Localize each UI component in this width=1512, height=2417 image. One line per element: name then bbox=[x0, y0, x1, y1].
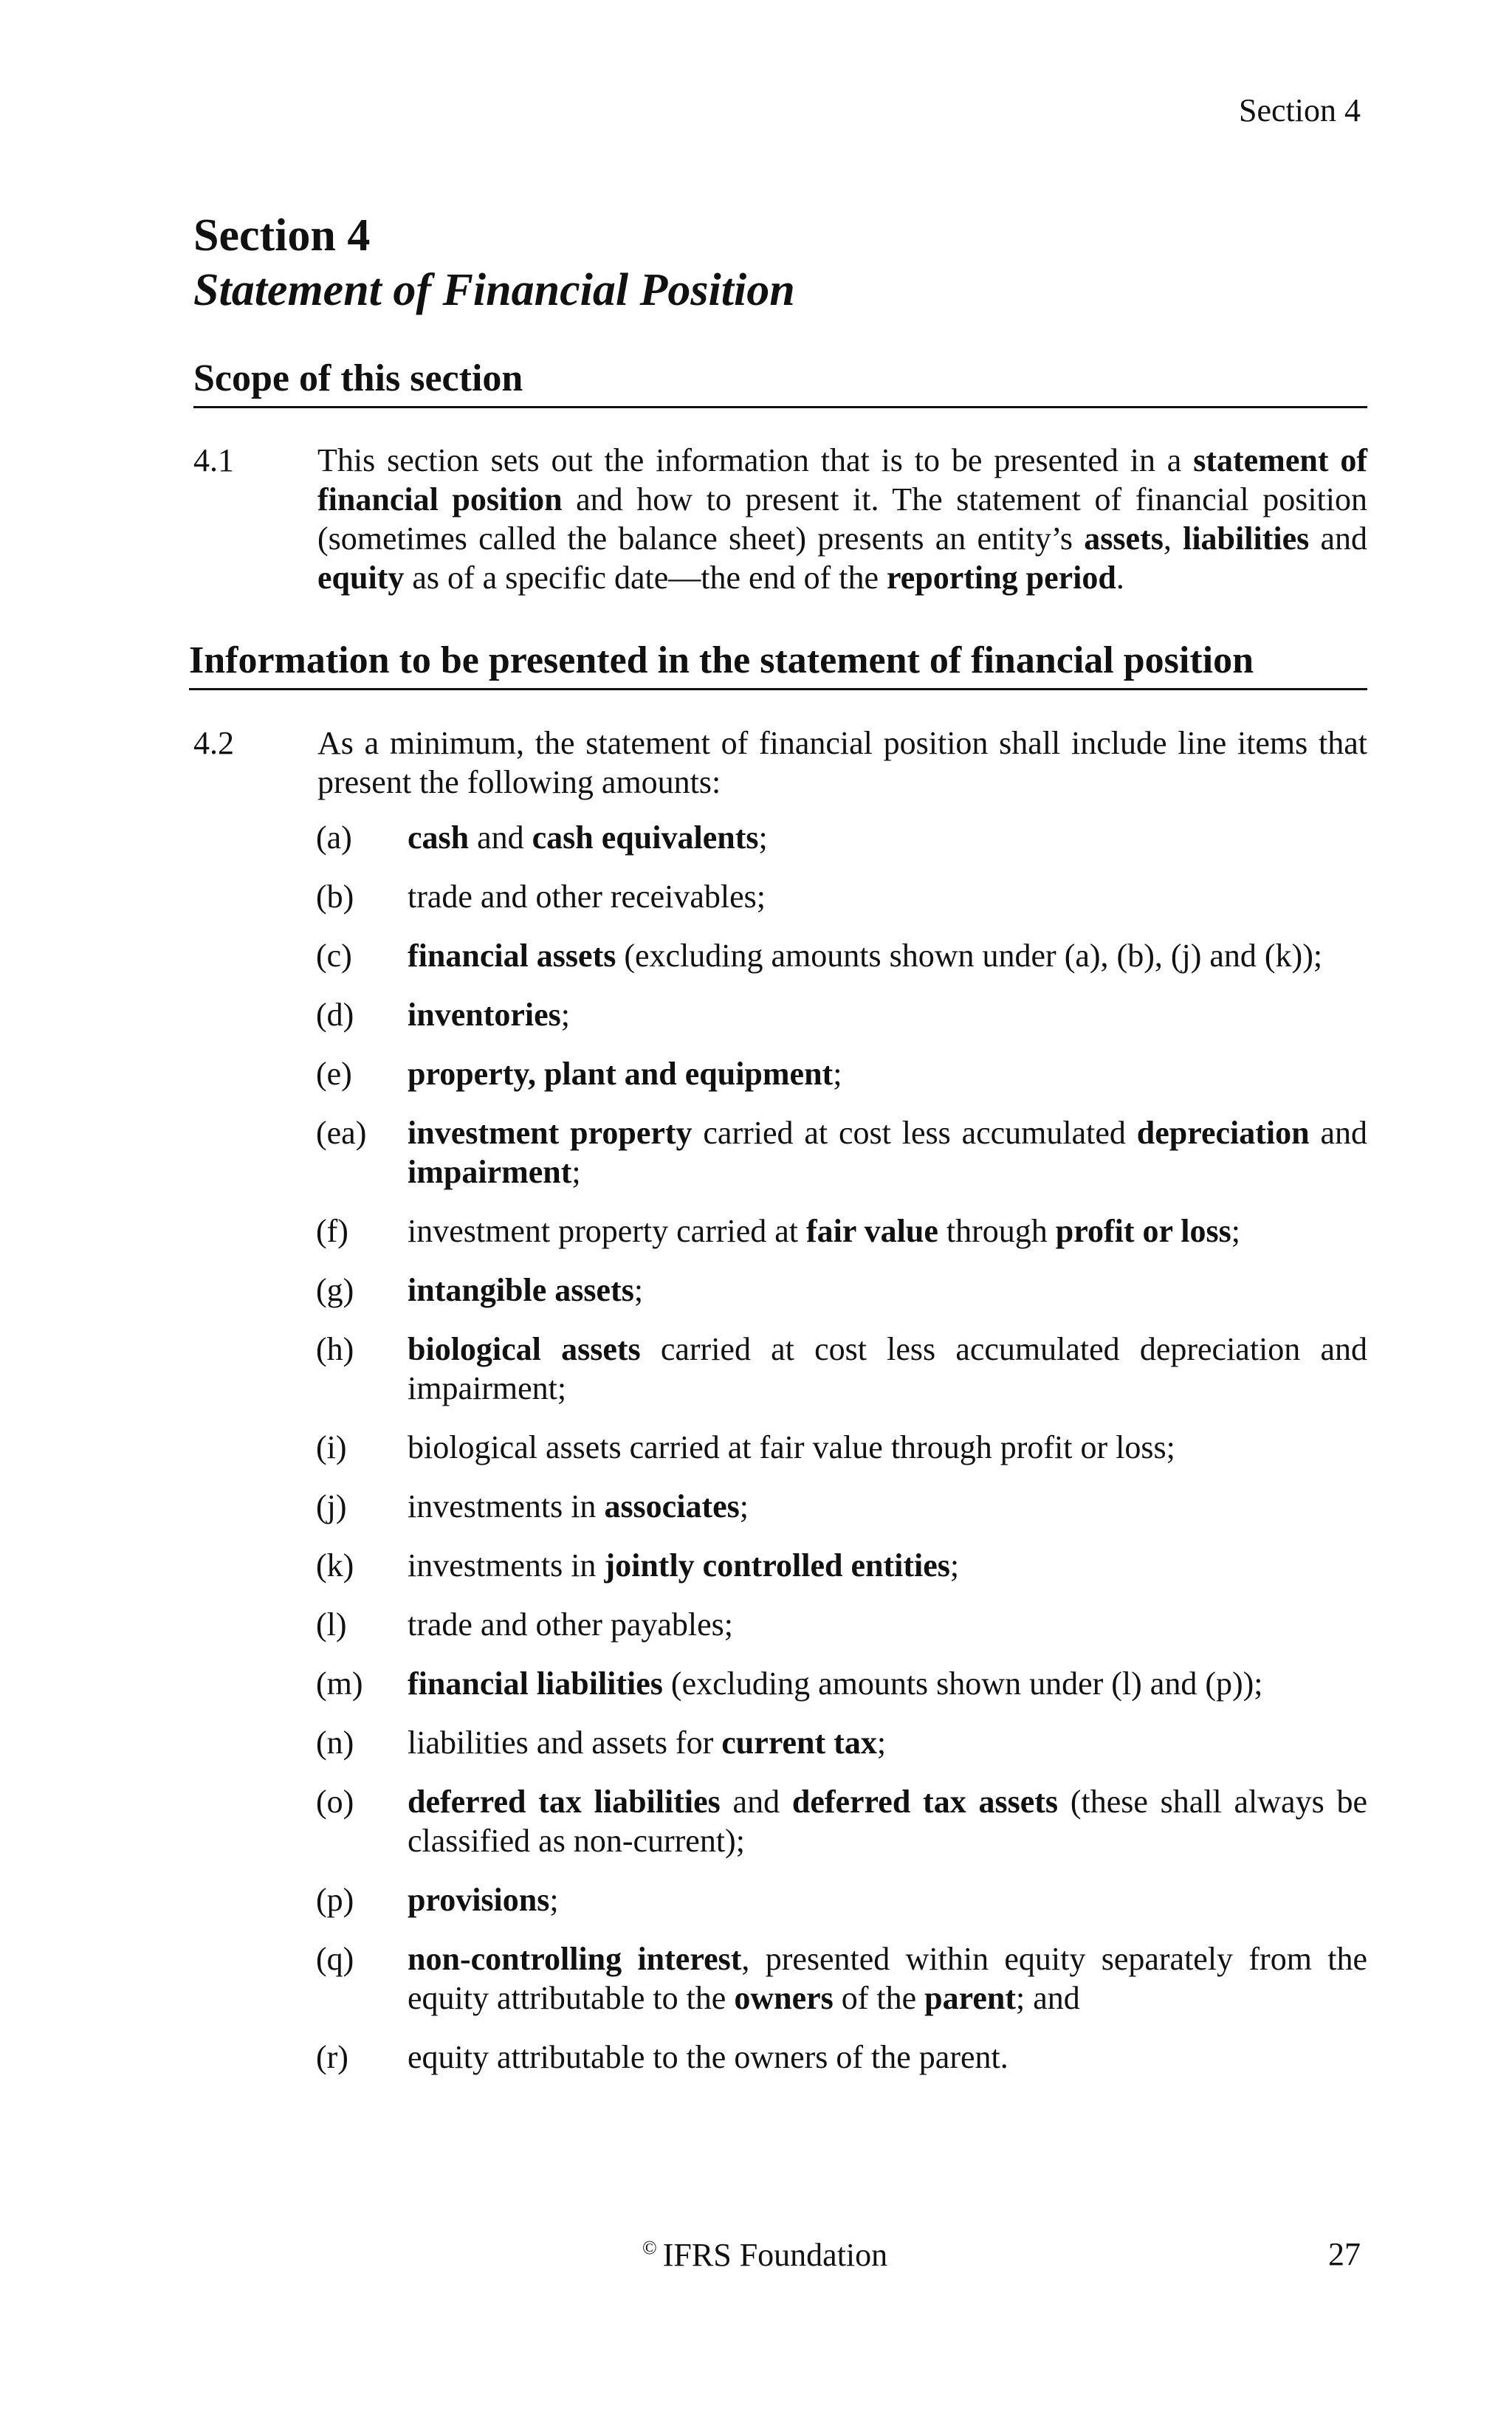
text-run: and bbox=[1309, 520, 1368, 557]
heading-scope: Scope of this section bbox=[193, 356, 1367, 408]
text-run: ; bbox=[758, 819, 768, 856]
text-run: (these shall always be classified as non-current); bbox=[408, 1784, 1367, 1859]
bold-term: parent bbox=[924, 1980, 1017, 2016]
text-run: (excluding amounts shown under (l) and (p)); bbox=[662, 1665, 1263, 1702]
bold-term: associates bbox=[604, 1488, 740, 1524]
list-item bbox=[316, 877, 1367, 916]
section-number: Section 4 bbox=[193, 210, 371, 261]
list-item-label: (j) bbox=[316, 1488, 347, 1524]
paragraph-intro: As a minimum, the statement of financial position shall include line items that present the following amounts: bbox=[317, 725, 1367, 800]
footer-owner bbox=[642, 2238, 887, 2272]
text-run: equity attributable to the owners of the parent. bbox=[408, 2039, 1008, 2075]
bold-term: depreciation bbox=[1136, 1115, 1310, 1151]
text-run: and how to present it. The statement of financial position (sometimes called the balance sheet) presents an entity’s bbox=[317, 481, 1367, 557]
section-title: Statement of Financial Position bbox=[193, 265, 795, 315]
text-run: ; bbox=[949, 1547, 960, 1584]
text-run: and bbox=[1309, 1115, 1367, 1151]
list-item bbox=[316, 995, 1367, 1034]
list-item-label: (h) bbox=[316, 1331, 354, 1367]
list-item-text bbox=[408, 1782, 1367, 1860]
list-item-text bbox=[408, 2038, 1367, 2077]
text-run: liabilities and assets for bbox=[408, 1725, 722, 1761]
bold-term: jointly controlled entities bbox=[604, 1547, 950, 1584]
bold-term: financial liabilities bbox=[408, 1665, 663, 1702]
list-item-label: (ea) bbox=[316, 1115, 367, 1151]
paragraph-4-1 bbox=[193, 441, 1367, 597]
text-run: trade and other receivables; bbox=[408, 879, 766, 915]
text-run: ; bbox=[549, 1882, 559, 1918]
list-item-text bbox=[408, 1271, 1367, 1310]
list-item bbox=[316, 818, 1367, 857]
text-run: ; bbox=[560, 997, 570, 1033]
list-item-label: (m) bbox=[316, 1665, 363, 1702]
list-item-label: (b) bbox=[316, 879, 354, 915]
text-run: of the bbox=[833, 1980, 925, 2016]
line-items-list bbox=[316, 818, 1367, 2097]
text-run: biological assets carried at fair value through profit or loss; bbox=[408, 1429, 1175, 1465]
list-item-text bbox=[408, 1487, 1367, 1526]
list-item-text bbox=[408, 1546, 1367, 1585]
list-item-label: (i) bbox=[316, 1429, 347, 1465]
list-item-label: (d) bbox=[316, 997, 354, 1033]
text-run: and bbox=[469, 819, 532, 856]
text-run: ; and bbox=[1016, 1980, 1080, 2016]
list-item bbox=[316, 1664, 1367, 1703]
list-item-label: (g) bbox=[316, 1272, 354, 1308]
bold-term: property, plant and equipment bbox=[408, 1056, 834, 1092]
list-item bbox=[316, 1113, 1367, 1192]
heading-information: Information to be presented in the statement of financial position bbox=[189, 638, 1367, 690]
bold-term: cash bbox=[408, 819, 470, 856]
list-item-text bbox=[408, 995, 1367, 1034]
list-item-label: (n) bbox=[316, 1725, 354, 1761]
bold-term: investment property bbox=[408, 1115, 693, 1151]
list-item bbox=[316, 936, 1367, 975]
list-item bbox=[316, 1428, 1367, 1467]
text-run: ; bbox=[571, 1154, 581, 1190]
text-run: ; bbox=[876, 1725, 887, 1761]
list-item-text bbox=[408, 1211, 1367, 1251]
list-item-text bbox=[408, 818, 1367, 857]
text-run: investments in bbox=[408, 1547, 605, 1584]
text-run: through bbox=[938, 1213, 1056, 1249]
text-run: investment property carried at bbox=[408, 1213, 807, 1249]
bold-term: provisions bbox=[408, 1882, 550, 1918]
list-item-text bbox=[408, 1723, 1367, 1762]
text-run: , bbox=[1163, 520, 1183, 557]
list-item bbox=[316, 1782, 1367, 1860]
bold-term: intangible assets bbox=[408, 1272, 634, 1308]
bold-term: reporting period bbox=[886, 560, 1116, 596]
bold-term: deferred tax assets bbox=[791, 1784, 1059, 1820]
running-header: Section 4 bbox=[1239, 92, 1361, 128]
text-run: carried at cost less accumulated bbox=[692, 1115, 1137, 1151]
list-item bbox=[316, 1546, 1367, 1585]
list-item-label: (k) bbox=[316, 1547, 354, 1584]
list-item-text bbox=[408, 1330, 1367, 1408]
list-item-label: (r) bbox=[316, 2039, 348, 2075]
list-item bbox=[316, 1880, 1367, 1919]
list-item-text bbox=[408, 1664, 1367, 1703]
bold-term: inventories bbox=[408, 997, 561, 1033]
text-run: ; bbox=[739, 1488, 749, 1524]
text-run: . bbox=[1116, 560, 1124, 596]
bold-term: statement of financial position bbox=[317, 442, 1367, 518]
bold-term: owners bbox=[734, 1980, 834, 2016]
list-item-label: (c) bbox=[316, 938, 352, 974]
list-item-text bbox=[408, 877, 1367, 916]
list-item-label: (q) bbox=[316, 1941, 354, 1977]
text-run: trade and other payables; bbox=[408, 1606, 734, 1643]
list-item-text bbox=[408, 936, 1367, 975]
footer-owner-name: IFRS Foundation bbox=[662, 2237, 888, 2273]
bold-term: financial assets bbox=[408, 938, 616, 974]
list-item-text bbox=[408, 1939, 1367, 2018]
copyright-symbol: © bbox=[642, 2237, 657, 2258]
bold-term: impairment bbox=[408, 1154, 572, 1190]
text-run: carried at cost less accumulated depreciation and impairment; bbox=[408, 1331, 1367, 1406]
list-item-label: (a) bbox=[316, 819, 352, 856]
text-run: ; bbox=[633, 1272, 644, 1308]
bold-term: current tax bbox=[721, 1725, 877, 1761]
text-run: ; bbox=[1231, 1213, 1240, 1249]
list-item-label: (f) bbox=[316, 1213, 348, 1249]
page-number: 27 bbox=[1328, 2236, 1361, 2272]
text-run: investments in bbox=[408, 1488, 605, 1524]
text-run: as of a specific date—the end of the bbox=[404, 560, 887, 596]
list-item bbox=[316, 1723, 1367, 1762]
list-item bbox=[316, 2038, 1367, 2077]
list-item bbox=[316, 1487, 1367, 1526]
bold-term: profit or loss bbox=[1055, 1213, 1231, 1249]
list-item bbox=[316, 1211, 1367, 1251]
text-run: , presented within equity separately from the equity attributable to the bbox=[408, 1941, 1367, 2016]
list-item-text bbox=[408, 1428, 1367, 1467]
list-item bbox=[316, 1939, 1367, 2018]
paragraph-4-2 bbox=[193, 723, 1367, 802]
list-item bbox=[316, 1330, 1367, 1408]
bold-term: non-controlling interest bbox=[408, 1941, 742, 1977]
list-item-text bbox=[408, 1880, 1367, 1919]
bold-term: cash equivalents bbox=[532, 819, 759, 856]
list-item-label: (p) bbox=[316, 1882, 354, 1918]
text-run: This section sets out the information that is to be presented in a bbox=[317, 442, 1194, 478]
list-item-text bbox=[408, 1113, 1367, 1192]
bold-term: fair value bbox=[806, 1213, 938, 1249]
paragraph-text bbox=[317, 441, 1367, 597]
list-item-label: (e) bbox=[316, 1056, 352, 1092]
paragraph-number: 4.1 bbox=[193, 442, 234, 478]
paragraph-number: 4.2 bbox=[193, 725, 234, 761]
list-item-label: (o) bbox=[316, 1784, 354, 1820]
text-run: and bbox=[720, 1784, 792, 1820]
text-run: (excluding amounts shown under (a), (b), (j) and (k)); bbox=[616, 938, 1323, 974]
bold-term: liabilities bbox=[1183, 520, 1310, 557]
list-item-text bbox=[408, 1054, 1367, 1093]
bold-term: biological assets bbox=[408, 1331, 641, 1367]
bold-term: deferred tax liabilities bbox=[408, 1784, 721, 1820]
list-item bbox=[316, 1271, 1367, 1310]
bold-term: equity bbox=[317, 560, 405, 596]
list-item-label: (l) bbox=[316, 1606, 347, 1643]
list-item-text bbox=[408, 1605, 1367, 1644]
text-run: ; bbox=[833, 1056, 842, 1092]
list-item bbox=[316, 1605, 1367, 1644]
bold-term: assets bbox=[1084, 520, 1164, 557]
list-item bbox=[316, 1054, 1367, 1093]
